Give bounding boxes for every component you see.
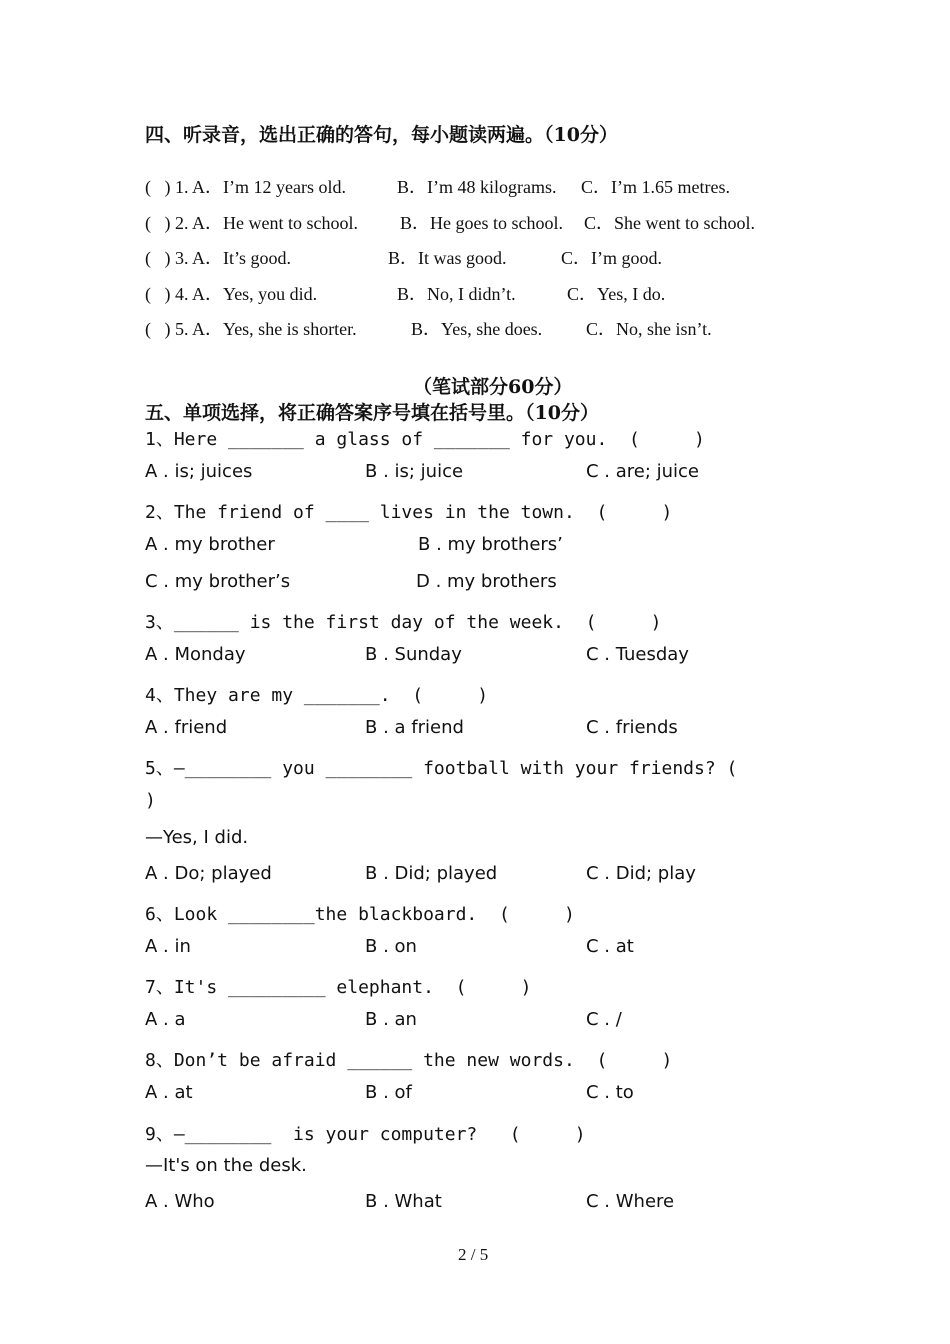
- listening-q1-option-c: C．I’m 1.65 metres.: [581, 177, 730, 197]
- choice-q9: 9、—________ is your computer? ( ): [145, 1124, 586, 1145]
- listening-q5: ( ) 5. A．Yes, she is shorter.: [145, 319, 357, 339]
- choice-q5: 5、—________ you ________ football with your friends? (: [145, 758, 738, 779]
- listening-q3-option-c: C．I’m good.: [561, 248, 662, 268]
- choice-q5-option-c: C . Did; play: [586, 863, 696, 884]
- listening-q1-option-b: B．I’m 48 kilograms.: [397, 177, 557, 197]
- choice-q5-bracket-end: ): [145, 790, 156, 811]
- choice-q7-option-b: B . an: [365, 1009, 417, 1030]
- choice-q8-option-b: B . of: [365, 1082, 412, 1103]
- listening-q5-option-b: B．Yes, she does.: [411, 319, 543, 339]
- choice-q1: 1、Here _______ a glass of _______ for you. ( ): [145, 429, 705, 450]
- choice-q6-option-c: C . at: [586, 936, 634, 957]
- choice-q5-option-b: B . Did; played: [365, 863, 498, 884]
- choice-q4-option-c: C . friends: [586, 717, 678, 738]
- choice-q9-option-b: B . What: [365, 1191, 442, 1212]
- choice-q8: 8、Don’t be afraid ______ the new words. ( ): [145, 1050, 673, 1071]
- choice-q3: 3、______ is the first day of the week. ( ): [145, 612, 662, 633]
- choice-q3-option-c: C . Tuesday: [586, 644, 689, 665]
- choice-q9-option-a: A . Who: [145, 1191, 215, 1212]
- choice-q2-option-a: A . my brother: [145, 534, 275, 555]
- listening-q3: ( ) 3. A．It’s good.: [145, 248, 291, 268]
- choice-q2: 2、The friend of ____ lives in the town. ( ): [145, 502, 673, 523]
- choice-q7: 7、It's _________ elephant. ( ): [145, 977, 532, 998]
- choice-q6-option-a: A . in: [145, 936, 191, 957]
- choice-q7-option-a: A . a: [145, 1009, 186, 1030]
- listening-q5-option-c: C．No, she isn’t.: [586, 319, 712, 339]
- choice-q8-option-a: A . at: [145, 1082, 193, 1103]
- choice-q1-option-b: B . is; juice: [365, 461, 464, 482]
- section4-title: 四、听录音，选出正确的答句，每小题读两遍。（10分）: [145, 124, 618, 146]
- choice-q4: 4、They are my _______. ( ): [145, 685, 489, 706]
- choice-q9-option-c: C . Where: [586, 1191, 675, 1212]
- listening-q3-option-b: B．It was good.: [388, 248, 507, 268]
- choice-q7-option-c: C . /: [586, 1009, 622, 1030]
- choice-q6-option-b: B . on: [365, 936, 417, 957]
- choice-q4-option-b: B . a friend: [365, 717, 464, 738]
- choice-q8-option-c: C . to: [586, 1082, 634, 1103]
- choice-q5-reply: —Yes, I did.: [145, 827, 249, 848]
- listening-q2-option-b: B．He goes to school.: [400, 213, 563, 233]
- section5-title: 五、单项选择，将正确答案序号填在括号里。（10分）: [145, 402, 599, 424]
- written-part-heading: （笔试部分60分）: [413, 376, 573, 398]
- listening-q4: ( ) 4. A．Yes, you did.: [145, 284, 318, 304]
- choice-q5-option-a: A . Do; played: [145, 863, 272, 884]
- choice-q2-option-d: D . my brothers: [416, 571, 557, 592]
- choice-q1-option-c: C . are; juice: [586, 461, 700, 482]
- choice-q1-option-a: A . is; juices: [145, 461, 253, 482]
- page-number: 2 / 5: [458, 1245, 489, 1264]
- choice-q3-option-a: A . Monday: [145, 644, 246, 665]
- choice-q9-reply: —It's on the desk.: [145, 1155, 307, 1176]
- choice-q6: 6、Look ________the blackboard. ( ): [145, 904, 575, 925]
- choice-q4-option-a: A . friend: [145, 717, 228, 738]
- listening-q4-option-b: B．No, I didn’t.: [397, 284, 516, 304]
- listening-q4-option-c: C．Yes, I do.: [567, 284, 666, 304]
- choice-q2-option-c: C . my brother’s: [145, 571, 291, 592]
- choice-q2-option-b: B . my brothers’: [418, 534, 563, 555]
- listening-q2: ( ) 2. A．He went to school.: [145, 213, 358, 233]
- choice-q3-option-b: B . Sunday: [365, 644, 462, 665]
- listening-q1: ( ) 1. A．I’m 12 years old.: [145, 177, 346, 197]
- listening-q2-option-c: C．She went to school.: [584, 213, 755, 233]
